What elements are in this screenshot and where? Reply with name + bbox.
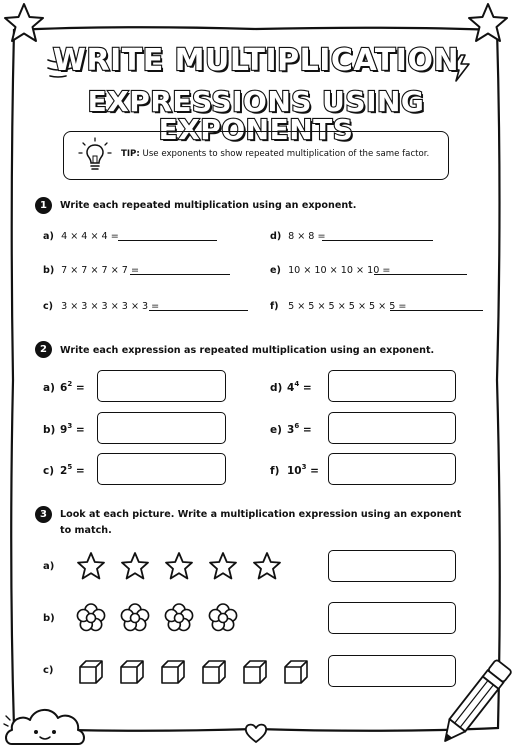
cube-icon	[158, 657, 188, 687]
item-label: c)	[43, 301, 54, 312]
item-expression: 8 × 8 =	[288, 231, 326, 242]
item-label: b)	[43, 424, 56, 436]
page-title-line2: EXPRESSIONS USING EXPONENTS	[87, 85, 425, 146]
exponent: 5	[67, 463, 73, 471]
answer-box[interactable]	[328, 370, 456, 402]
exponent: 3	[301, 463, 307, 471]
star-corner-icon	[2, 2, 46, 44]
item-label: d)	[270, 382, 283, 394]
item-label: b)	[43, 265, 55, 276]
tip-label: TIP:	[121, 149, 140, 159]
s2-item-b	[43, 422, 85, 436]
tip-text	[121, 149, 429, 159]
section-2-instruction: Write each expression as repeated multiplication using an exponent.	[60, 345, 435, 356]
star-icon	[208, 551, 238, 581]
star-icon	[76, 551, 106, 581]
exponent: 2	[67, 380, 73, 388]
exponent: 3	[67, 422, 73, 430]
star-icon	[252, 551, 282, 581]
item-label: a)	[43, 231, 54, 242]
s2-item-e	[270, 422, 312, 436]
answer-line[interactable]	[149, 310, 248, 311]
cloud-icon	[2, 694, 88, 752]
answer-line[interactable]	[374, 274, 467, 275]
equals: =	[75, 465, 85, 477]
section-3-instruction-line1: Look at each picture. Write a multiplication expression using an exponent	[60, 509, 462, 520]
exponent: 6	[294, 422, 300, 430]
page-title-line1: WRITE MULTIPLICATION	[52, 43, 460, 78]
item-label: d)	[270, 231, 282, 242]
section-2-number: 2	[35, 341, 52, 358]
lightbulb-icon	[78, 138, 112, 174]
star-icon	[164, 551, 194, 581]
equals: =	[302, 382, 312, 394]
s3-row-a-label: a)	[43, 561, 55, 572]
equals: =	[75, 424, 85, 436]
answer-line[interactable]	[322, 240, 433, 241]
answer-box[interactable]	[97, 453, 226, 485]
answer-box[interactable]	[97, 412, 226, 444]
s2-item-a	[43, 380, 85, 394]
exponent: 4	[294, 380, 300, 388]
s1-item-a	[43, 231, 119, 242]
cube-icon	[240, 657, 270, 687]
cube-icon	[117, 657, 147, 687]
item-label: e)	[270, 265, 281, 276]
s1-item-c	[43, 301, 159, 312]
s2-item-c	[43, 463, 85, 477]
answer-box[interactable]	[328, 453, 456, 485]
cube-icon	[199, 657, 229, 687]
tip-box	[63, 131, 449, 180]
answer-line[interactable]	[390, 310, 483, 311]
heart-icon	[244, 722, 268, 744]
tip-body: Use exponents to show repeated multiplication of the same factor.	[142, 149, 430, 159]
item-expression: 7 × 7 × 7 × 7 =	[61, 265, 139, 276]
item-expression: 5 × 5 × 5 × 5 × 5 × 5 =	[288, 301, 407, 312]
flower-icon	[76, 603, 106, 633]
item-label: c)	[43, 465, 55, 477]
base: 4	[287, 382, 295, 394]
s1-item-b	[43, 265, 139, 276]
s1-item-f	[270, 301, 406, 312]
cube-icon	[76, 657, 106, 687]
item-label: a)	[43, 382, 55, 394]
flower-icon	[208, 603, 238, 633]
answer-box[interactable]	[328, 602, 456, 634]
s1-item-d	[270, 231, 326, 242]
item-label: f)	[270, 301, 279, 312]
section-1-instruction: Write each repeated multiplication using an exponent.	[60, 200, 357, 211]
s3-row-c-label: c)	[43, 665, 54, 676]
pencil-icon	[436, 655, 512, 753]
item-label: e)	[270, 424, 282, 436]
answer-line[interactable]	[130, 274, 230, 275]
flower-icon	[120, 603, 150, 633]
flower-icon	[164, 603, 194, 633]
star-icon	[120, 551, 150, 581]
equals: =	[302, 424, 312, 436]
base: 2	[60, 465, 68, 477]
s1-item-e	[270, 265, 390, 276]
item-expression: 3 × 3 × 3 × 3 × 3 =	[61, 301, 160, 312]
star-corner-icon	[466, 2, 510, 44]
answer-box[interactable]	[97, 370, 226, 402]
section-1-number: 1	[35, 197, 52, 214]
s3-row-b-label: b)	[43, 613, 55, 624]
section-3-instruction-line2: to match.	[60, 525, 112, 536]
item-label: f)	[270, 465, 280, 477]
s2-item-f	[270, 463, 319, 477]
answer-line[interactable]	[118, 240, 217, 241]
equals: =	[75, 382, 85, 394]
item-expression: 10 × 10 × 10 × 10 =	[288, 265, 391, 276]
base: 6	[60, 382, 68, 394]
answer-box[interactable]	[328, 412, 456, 444]
cube-icon	[281, 657, 311, 687]
section-3-number: 3	[35, 506, 52, 523]
item-expression: 4 × 4 × 4 =	[61, 231, 119, 242]
base: 9	[60, 424, 68, 436]
base: 3	[287, 424, 295, 436]
answer-box[interactable]	[328, 550, 456, 582]
s2-item-d	[270, 380, 312, 394]
base: 10	[287, 465, 302, 477]
equals: =	[310, 465, 319, 477]
